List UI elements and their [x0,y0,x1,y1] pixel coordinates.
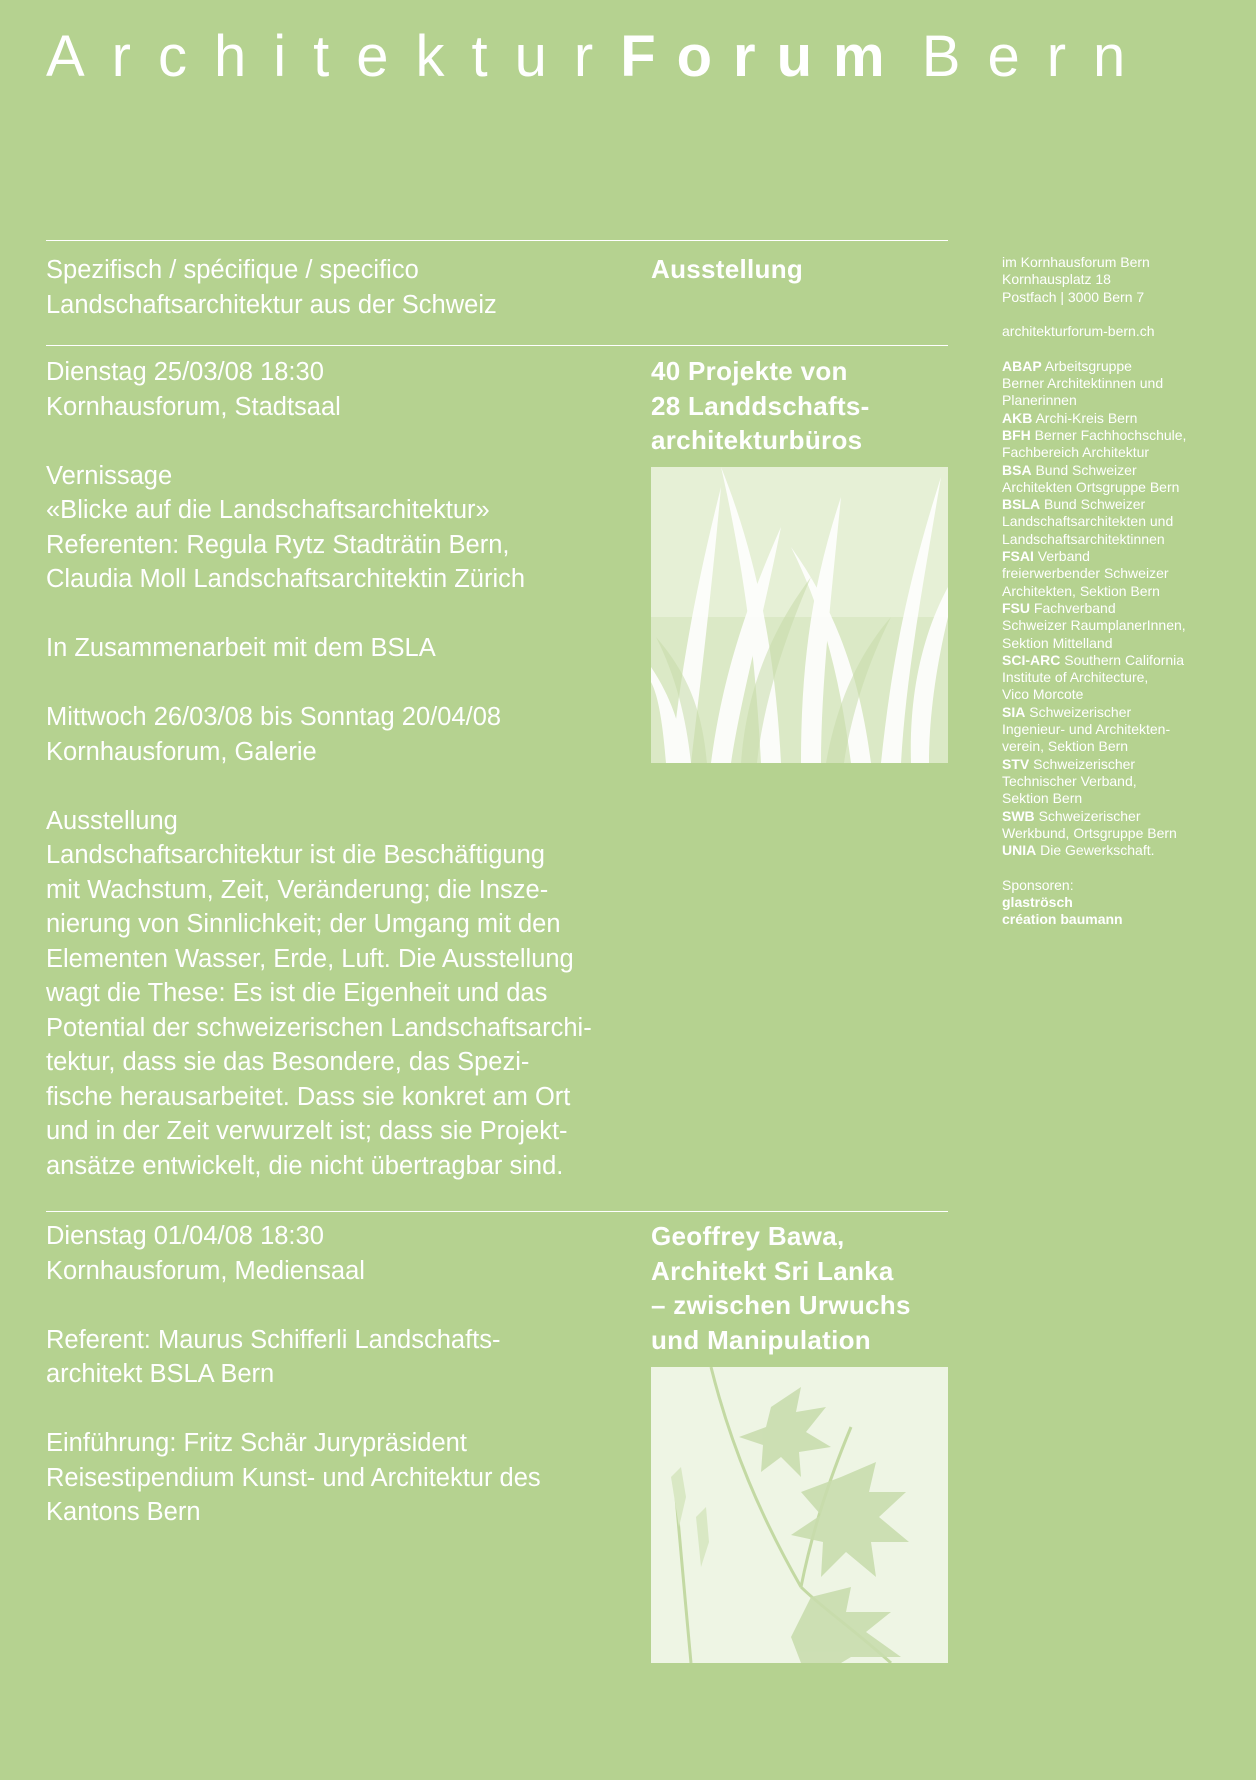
member-text: Architekten Ortsgruppe Bern [1002,478,1180,495]
event1-heading-line: 28 Landdschafts- [651,390,870,421]
member-text: verein, Sektion Bern [1002,738,1129,755]
event1-description-line: und in der Zeit verwurzelt ist; dass sie Projekt- [46,1117,568,1145]
event1-description-line: Landschaftsarchitektur ist die Beschäftigung [46,841,545,869]
masthead-word-architektur: Architektur [46,24,621,89]
event2-speaker-line1: Referent: Maurus Schifferli Landschafts- [46,1325,501,1354]
event1-heading [651,354,870,458]
event1-date: Dienstag 25/03/08 18:30 [46,358,324,386]
event1-heading-line: 40 Projekte von [651,356,848,386]
divider-event1 [46,345,948,346]
grass-photo [651,467,948,763]
event1-cooperation: In Zusammenarbeit mit dem BSLA [46,634,436,662]
member-text: freierwerbender Schweizer [1002,565,1169,582]
event1-description-line: wagt die These: Es ist die Eigenheit und das [46,979,548,1007]
sidebar [1002,254,1212,929]
member-text: Ingenieur- und Architekten- [1002,721,1171,738]
member-text: Bund Schweizer [1044,496,1146,513]
member-text: Sektion Mittelland [1002,634,1113,651]
event2-intro-line1: Einführung: Fritz Schär Jurypräsident [46,1429,467,1457]
member-text: Technischer Verband, [1002,772,1137,789]
event2-heading-line: – zwischen Urwuchs [651,1290,911,1320]
member-text: Architekten, Sektion Bern [1002,582,1160,599]
event2-date: Dienstag 01/04/08 18:30 [46,1222,324,1250]
member-text: Southern California [1064,651,1185,668]
member-text: Landschaftsarchitekten und [1002,513,1174,530]
sponsor-name: glaströsch [1002,893,1073,910]
member-text: Schweizerischer [1033,755,1136,772]
event2-heading-line: Geoffrey Bawa, [651,1221,845,1251]
member-text: Verband [1037,548,1090,565]
member-abbr: BFH [1002,426,1031,443]
member-text: Schweizer RaumplanerInnen, [1002,617,1186,634]
member-abbr: SIA [1002,703,1026,720]
event1-exhibition-dates: Mittwoch 26/03/08 bis Sonntag 20/04/08 [46,703,502,731]
member-text: Berner Architektinnen und [1002,375,1164,392]
event2-intro-line3: Kantons Bern [46,1498,201,1526]
intro-title [46,253,497,322]
event1-description-line: nierung von Sinnlichkeit; der Umgang mit den [46,910,561,938]
member-abbr: SWB [1002,807,1035,824]
masthead-word-bern: Bern [921,24,1153,89]
event1-text [46,355,592,1183]
member-text: Sektion Bern [1002,790,1083,807]
member-text: Fachbereich Architektur [1002,444,1150,461]
intro-title-line1: Spezifisch / spécifique / specifico [46,256,419,284]
member-abbr: AKB [1002,409,1033,426]
event2-heading [651,1219,911,1357]
masthead-title [46,24,1210,89]
member-text: Werkbund, Ortsgruppe Bern [1002,824,1177,841]
event1-description-line: Potential der schweizerischen Landschaftsarchi- [46,1013,592,1042]
event1-exhibition-venue: Kornhausforum, Galerie [46,737,317,766]
member-abbr: FSU [1002,599,1030,616]
member-abbr: BSA [1002,461,1032,478]
website-link[interactable]: architekturforum-bern.ch [1002,323,1155,340]
member-abbr: SCI-ARC [1002,651,1061,668]
event2-heading-line: und Manipulation [651,1324,871,1355]
event1-description-line: tektur, dass sie das Besondere, das Spezi- [46,1048,530,1076]
event2-speaker-line2: architekt BSLA Bern [46,1360,275,1388]
event1-vernissage-label: Vernissage [46,461,173,490]
member-text: Bund Schweizer [1035,461,1137,478]
event1-speakers-line2: Claudia Moll Landschaftsarchitektin Zürich [46,565,526,593]
divider-top [46,240,948,241]
event1-description-line: ansätze entwickelt, die nicht übertragbar sind. [46,1151,564,1180]
intro-category-heading: Ausstellung [651,254,804,284]
member-text: Planerinnen [1002,392,1077,409]
event1-exhibition-label: Ausstellung [46,806,178,835]
member-text: Landschaftsarchitektinnen [1002,530,1165,547]
masthead-word-forum: Forum [620,24,906,89]
member-text: Schweizerischer [1038,807,1141,824]
member-text: Institute of Architecture, [1002,669,1149,686]
event1-description-line: mit Wachstum, Zeit, Veränderung; die Insze- [46,875,549,904]
member-text: Vico Morcote [1002,686,1084,703]
member-text: Fachverband [1033,599,1116,616]
event2-intro-line2: Reisestipendium Kunst- und Architektur des [46,1463,541,1492]
member-text: Archi-Kreis Bern [1035,409,1138,426]
leaf-photo [651,1367,948,1663]
member-abbr: FSAI [1002,548,1034,565]
member-abbr: STV [1002,755,1030,772]
sponsor-name: création baumann [1002,911,1123,928]
intro-title-line2: Landschaftsarchitektur aus der Schweiz [46,290,497,319]
member-abbr: ABAP [1002,357,1042,374]
event1-heading-line: architekturbüros [651,425,863,455]
event2-heading-line: Architekt Sri Lanka [651,1255,894,1286]
event2-text [46,1219,541,1530]
sponsors-label: Sponsoren: [1002,876,1074,893]
event1-description-line: fische herausarbeitet. Dass sie konkret am Ort [46,1082,571,1111]
member-text: Arbeitsgruppe [1044,357,1132,374]
address-line: Kornhausplatz 18 [1002,271,1111,288]
event1-speakers-line1: Referenten: Regula Rytz Stadträtin Bern, [46,530,510,559]
member-text: Berner Fachhochschule, [1034,426,1187,443]
member-text: Die Gewerkschaft. [1040,842,1155,859]
event1-description-line: Elementen Wasser, Erde, Luft. Die Ausstellung [46,944,574,973]
address-line: Postfach | 3000 Bern 7 [1002,288,1145,305]
event1-vernissage-title: «Blicke auf die Landschaftsarchitektur» [46,496,490,524]
divider-event2 [46,1211,948,1212]
event1-venue: Kornhausforum, Stadtsaal [46,392,341,421]
member-abbr: BSLA [1002,496,1041,513]
member-abbr: UNIA [1002,842,1037,859]
member-text: Schweizerischer [1029,703,1132,720]
event2-venue: Kornhausforum, Mediensaal [46,1256,365,1285]
address-line: im Kornhausforum Bern [1002,254,1150,270]
